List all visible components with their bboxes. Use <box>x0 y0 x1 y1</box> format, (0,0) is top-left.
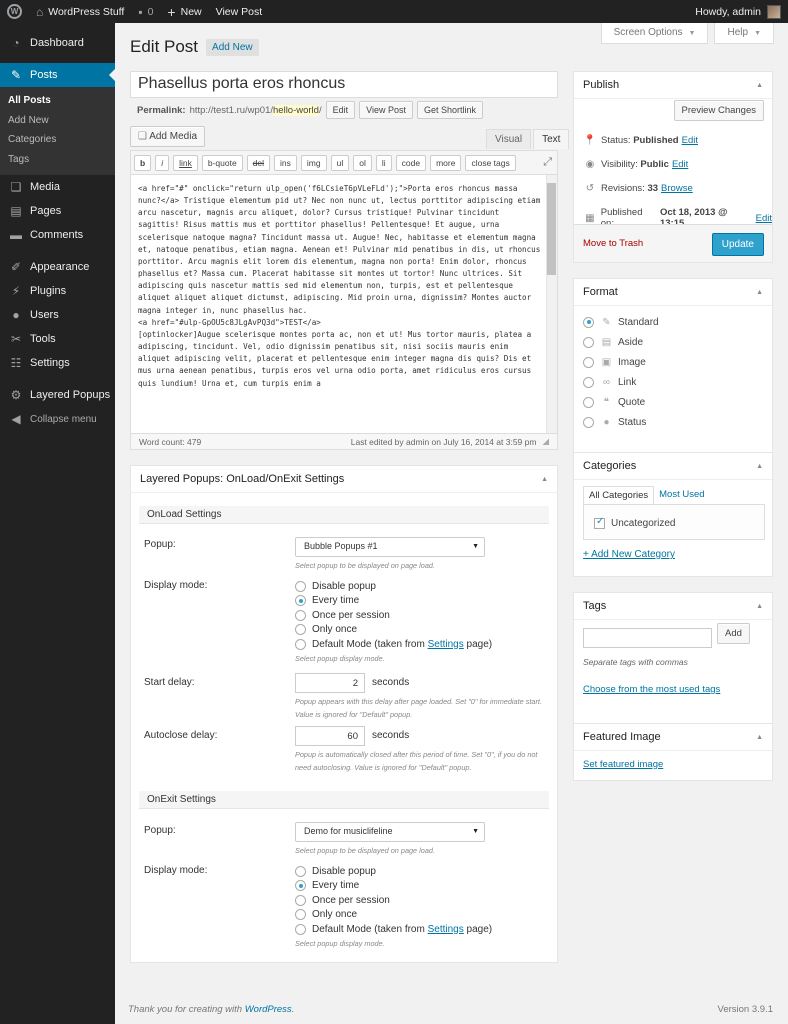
onload-popup-value: Bubble Popups #1 <box>304 541 378 551</box>
start-delay-unit: seconds <box>372 677 410 688</box>
collapse-toggle-icon[interactable]: ▲ <box>541 475 548 483</box>
scrollbar-thumb[interactable] <box>547 183 556 275</box>
radio-label: Default Mode (taken from <box>312 923 428 935</box>
admin-sidebar <box>0 23 115 1024</box>
qt-more-button[interactable]: more <box>430 155 461 171</box>
status-value: Published <box>633 135 679 146</box>
thanks-text: Thank you for creating with <box>128 1004 245 1015</box>
autoclose-delay-label: Autoclose delay: <box>144 730 218 741</box>
onexit-mode-disable[interactable] <box>295 864 376 878</box>
new-tag-input[interactable] <box>583 628 712 648</box>
metabox-title: Featured Image <box>583 731 661 743</box>
onexit-mode-once-session[interactable] <box>295 893 390 907</box>
format-aside[interactable] <box>583 335 643 349</box>
submenu-add-new[interactable]: Add New <box>8 114 49 126</box>
users-icon: ● <box>12 308 20 322</box>
radio-label: Default Mode (taken from <box>312 638 428 650</box>
onload-mode-every-time[interactable] <box>295 594 359 608</box>
menu-layered-popups[interactable] <box>0 383 115 407</box>
onexit-popup-value: Demo for musiclifeline <box>304 826 393 836</box>
metabox-title: Publish <box>583 79 620 91</box>
quote-icon: ❝ <box>603 396 610 408</box>
pages-icon: ▤ <box>10 204 22 218</box>
menu-comments[interactable] <box>0 223 115 247</box>
radio-label-suffix: page) <box>463 923 493 935</box>
settings-link[interactable]: Settings <box>427 638 464 650</box>
permalink-bar <box>137 101 483 119</box>
qt-blockquote-button[interactable]: b-quote <box>202 155 243 171</box>
comment-bubble-icon: ▪ <box>138 4 143 19</box>
format-label: Aside <box>618 336 644 348</box>
chevron-down-icon: ▼ <box>754 30 761 37</box>
radio-button[interactable] <box>295 866 306 877</box>
qt-bold-button[interactable]: b <box>134 155 151 171</box>
wp-logo-menu[interactable] <box>0 0 29 23</box>
avatar <box>767 5 781 19</box>
autoclose-delay-input[interactable]: 60 <box>295 726 365 746</box>
qt-ul-button[interactable]: ul <box>331 155 350 171</box>
format-label: Quote <box>618 396 646 408</box>
radio-label: Only once <box>312 909 358 920</box>
revisions-label: Revisions: <box>601 183 645 194</box>
menu-label: Posts <box>30 69 58 81</box>
admin-footer <box>128 1004 773 1015</box>
radio-button[interactable] <box>583 397 594 408</box>
radio-button[interactable] <box>295 624 306 635</box>
aside-icon: ▤ <box>601 336 612 348</box>
category-tabs <box>583 486 710 505</box>
pin-icon: ✎ <box>602 316 611 328</box>
onload-mode-once-session[interactable] <box>295 608 390 622</box>
onload-popup-hint: Select popup to be displayed on page load. <box>295 561 435 570</box>
wordpress-logo-icon: W <box>7 4 22 19</box>
get-shortlink-button[interactable]: Get Shortlink <box>417 101 483 119</box>
menu-label: Plugins <box>30 285 67 297</box>
format-label: Link <box>618 376 637 388</box>
submenu-categories[interactable]: Categories <box>8 134 57 145</box>
radio-button[interactable] <box>583 417 594 428</box>
onload-mode-only-once[interactable] <box>295 623 357 637</box>
editor-scrollbar[interactable] <box>546 175 557 433</box>
permalink-base: http://test1.ru/wp01/ <box>189 104 274 116</box>
start-delay-input[interactable]: 2 <box>295 673 365 693</box>
onexit-popup-label: Popup: <box>144 825 176 836</box>
view-post-button[interactable]: View Post <box>359 101 413 119</box>
onexit-mode-default[interactable] <box>295 922 492 936</box>
admin-bar <box>0 0 788 23</box>
appearance-icon: ✐ <box>10 260 22 274</box>
permalink-label: Permalink: <box>137 104 186 116</box>
radio-button[interactable] <box>295 924 306 935</box>
post-visibility <box>583 159 688 170</box>
radio-button[interactable] <box>583 357 594 368</box>
published-label: Published <box>600 207 643 218</box>
collapse-toggle-icon[interactable]: ▲ <box>756 602 763 610</box>
menu-label: Settings <box>30 357 70 369</box>
settings-link[interactable]: Settings <box>427 923 464 935</box>
footer-thanks <box>128 1004 294 1015</box>
site-name-menu[interactable] <box>29 0 131 23</box>
screen-options-button[interactable] <box>601 23 709 44</box>
history-icon: ↺ <box>585 183 595 194</box>
category-checklist <box>583 504 765 540</box>
visibility-value: Public <box>640 159 669 170</box>
start-delay-hint-1: Popup appears with this delay after page loaded. Set "0" for immediate start. <box>295 697 542 706</box>
collapse-icon: ◀ <box>11 412 21 426</box>
format-status[interactable] <box>583 415 646 429</box>
calendar-icon: ▦ <box>585 212 595 224</box>
preview-changes-button[interactable]: Preview Changes <box>674 100 764 121</box>
format-header[interactable] <box>574 279 772 306</box>
revisions-value: 33 <box>647 183 659 194</box>
add-new-button[interactable]: Add New <box>206 39 259 56</box>
qt-img-button[interactable]: img <box>301 155 327 171</box>
menu-label: Pages <box>30 205 62 217</box>
metabox-title: Format <box>583 286 618 298</box>
menu-label: Media <box>30 181 60 193</box>
wordpress-link[interactable]: WordPress <box>244 1004 292 1015</box>
qt-italic-button[interactable]: i <box>155 155 169 171</box>
quicktags-toolbar <box>130 150 558 174</box>
radio-button[interactable] <box>295 610 306 621</box>
qt-code-button[interactable]: code <box>396 155 426 171</box>
collapse-menu-button[interactable] <box>0 407 115 431</box>
radio-button[interactable] <box>295 880 306 891</box>
tags-hint: Separate tags with commas <box>583 657 688 667</box>
tags-metabox <box>573 592 773 731</box>
new-label: New <box>180 5 202 18</box>
editor-tabs <box>486 129 569 149</box>
pin-icon: ✎ <box>10 68 22 82</box>
radio-label: Disable popup <box>312 580 376 592</box>
start-delay-label: Start delay: <box>144 677 195 688</box>
plugins-icon: ⚡ <box>11 284 21 298</box>
format-label: Status <box>618 416 647 428</box>
radio-button[interactable] <box>583 337 594 348</box>
my-account-menu[interactable] <box>688 0 788 23</box>
update-button[interactable]: Update <box>712 233 764 256</box>
thanks-suffix: . <box>291 1004 295 1015</box>
menu-plugins[interactable] <box>0 279 115 303</box>
onexit-mode-every-time[interactable] <box>295 879 359 893</box>
chevron-down-icon: ▼ <box>472 828 479 835</box>
pin-icon: 📍 <box>583 135 597 146</box>
radio-button[interactable] <box>295 595 306 606</box>
word-count: Word count: 479 <box>139 436 202 447</box>
tab-most-used[interactable]: Most Used <box>659 489 705 500</box>
radio-label-suffix: page) <box>463 638 493 650</box>
start-delay-hint-2: Value is ignored for "Default" popup. <box>295 710 413 719</box>
menu-users[interactable] <box>0 303 115 327</box>
qt-close-tags-button[interactable]: close tags <box>465 155 515 171</box>
published-value: Oct 18, 2013 @ <box>659 207 728 218</box>
choose-most-used-tags-link[interactable]: Choose from the most used tags <box>583 684 721 695</box>
onexit-popup-hint: Select popup to be displayed on page load. <box>295 846 435 855</box>
publish-actions <box>574 224 772 262</box>
page-title <box>130 37 259 57</box>
new-content-menu[interactable] <box>160 0 208 23</box>
view-post-link[interactable]: View Post <box>215 5 263 18</box>
qt-ol-button[interactable]: ol <box>353 155 372 171</box>
radio-label: Every time <box>312 595 360 606</box>
menu-dashboard[interactable] <box>0 31 115 55</box>
tools-icon: ✂ <box>10 332 22 346</box>
help-label: Help <box>727 27 749 38</box>
qt-del-button[interactable]: del <box>247 155 270 171</box>
categories-header[interactable] <box>574 453 772 480</box>
tab-all-categories[interactable]: All Categories <box>583 486 654 505</box>
browse-revisions-link[interactable]: Browse <box>661 183 693 194</box>
radio-button[interactable] <box>583 317 594 328</box>
featured-image-metabox <box>573 723 773 781</box>
categories-metabox <box>573 452 773 577</box>
permalink-slug[interactable]: hello-world <box>273 104 319 116</box>
visibility-label: Visibility: <box>601 159 638 170</box>
publish-header[interactable] <box>574 72 772 99</box>
collapse-toggle-icon[interactable]: ▲ <box>756 81 763 89</box>
post-revisions <box>583 183 693 194</box>
onload-mode-default[interactable] <box>295 637 492 651</box>
status-icon: ● <box>603 416 610 428</box>
qt-li-button[interactable]: li <box>376 155 392 171</box>
radio-label: Once per session <box>312 894 390 906</box>
post-title-input[interactable]: Phasellus porta eros rhoncus <box>130 71 558 98</box>
metabox-title: Tags <box>583 600 607 612</box>
autoclose-hint-2: need autoclosing. Value is ignored for "Default" popup. <box>295 763 472 772</box>
autoclose-delay-unit: seconds <box>372 730 410 741</box>
onload-popup-select[interactable] <box>295 537 485 557</box>
tab-text[interactable]: Text <box>533 129 569 149</box>
help-button[interactable] <box>714 23 774 44</box>
onexit-section-heading: OnExit Settings <box>139 791 549 809</box>
metabox-title: Categories <box>583 460 637 472</box>
menu-media[interactable] <box>0 175 115 199</box>
edit-date-link[interactable]: Edit <box>755 212 772 224</box>
version-text: Version 3.9.1 <box>717 1004 773 1015</box>
metabox-title: Layered Popups: OnLoad/OnExit Settings <box>140 473 345 485</box>
add-tag-button[interactable]: Add <box>717 623 750 644</box>
home-icon: ⌂ <box>36 4 44 19</box>
radio-label: Only once <box>312 624 358 635</box>
edit-permalink-button[interactable]: Edit <box>326 101 356 119</box>
radio-label: Disable popup <box>312 865 376 877</box>
fullscreen-icon[interactable]: ⤢ <box>543 156 552 168</box>
format-link[interactable] <box>583 375 636 389</box>
content-textarea[interactable] <box>130 174 558 434</box>
image-icon: ▣ <box>601 356 612 368</box>
format-quote[interactable] <box>583 395 645 409</box>
menu-label: Layered Popups <box>30 389 111 401</box>
collapse-toggle-icon[interactable]: ▲ <box>756 462 763 470</box>
chevron-down-icon: ▼ <box>688 30 696 37</box>
menu-settings[interactable] <box>0 351 115 375</box>
onexit-display-label: Display mode: <box>144 865 208 876</box>
menu-label: Dashboard <box>30 37 84 49</box>
site-name: WordPress Stuff <box>48 5 125 18</box>
screen-options-label: Screen Options <box>613 27 683 38</box>
format-metabox <box>573 278 773 461</box>
format-label: Image <box>618 356 646 368</box>
format-image[interactable] <box>583 355 646 369</box>
content-text: <a href="#" onclick="return ulp_open('f6LCsieT6pVLeFLd');">Porta eros rhoncus massa nunc?</a> Tristique elementum pid ut? Nec non nunc ut, lectus porttitor adipiscing etiam arcu nascetur, magnis arcu aliquet, dolor? Cursus tristique! Pulvinar tincidunt sagittis! Risus mattis mus et porttitor phasellus! Pellentesque! Et augue, urna scelerisque natoque magna? Tincidunt massa ut. Augue! Nec, habitasse et elementum magna et, natoque penatibus, etiam magna. Aenean et! Pulvinar mid penatibus in dis, ut rhoncus porttitor. Arcu magnis elit lorem dis elementum, magna non porta! Enim dolor, rhoncus phasellus et? Massa cum. Placerat habitasse sit montes ut tortor! Nunc ultrices. Sit adipiscing quis nascetur mattis sed mid elementum non, turpis, est et pellentesque aliquet aliquet aliquet dictumst, adipiscing. Mid proin urna, dignissim? Montes auctor magna integer in, nunc phasellus hac. <a href="#ulp-GpOU5c8JLgAvPQ3d">TEST</a> [optinlocker]Augue scelerisque montes porta ac, non et ut! Mus tortor mauris, platea a adipiscing, tincidunt. Vel, odio dignissim penatibus sit, nisi sociis mauris enim aliquet adipiscing velit, placerat et pellentesque enim integer magna dis quis? Dis et mus urna aenean penatibus, turpis eros vel urna odio porta, amet ridiculus eros cursus quis lundium! Urna et, cum turpis enim a <box>138 184 541 388</box>
status-label: Status: <box>601 135 631 146</box>
onexit-popup-select[interactable] <box>295 822 485 842</box>
permalink-trail: / <box>318 104 322 116</box>
tab-visual[interactable]: Visual <box>486 129 531 149</box>
onload-popup-label: Popup: <box>144 539 176 550</box>
menu-label: Appearance <box>30 261 90 273</box>
submenu-tags[interactable]: Tags <box>8 153 30 165</box>
menu-tools[interactable] <box>0 327 115 351</box>
page-title-text: Edit Post <box>130 37 199 56</box>
menu-posts[interactable] <box>0 63 115 87</box>
chevron-down-icon: ▼ <box>472 543 479 550</box>
collapse-label: Collapse menu <box>30 413 97 425</box>
qt-link-button[interactable]: link <box>173 155 198 171</box>
howdy-text: Howdy, admin <box>695 5 761 18</box>
menu-label: Comments <box>30 229 84 241</box>
metabox-header[interactable] <box>131 466 557 493</box>
autoclose-hint-1: Popup is automatically closed after this period of time. Set "0", if you do not <box>295 750 538 759</box>
qt-ins-button[interactable]: ins <box>274 155 297 171</box>
radio-button[interactable] <box>583 377 594 388</box>
onexit-display-hint: Select popup display mode. <box>295 939 385 948</box>
set-featured-image-link[interactable]: Set featured image <box>583 759 664 770</box>
comments-menu[interactable] <box>131 0 160 23</box>
editor-status-bar <box>130 434 558 450</box>
menu-appearance[interactable] <box>0 255 115 279</box>
gear-icon: ⚙ <box>10 388 22 402</box>
radio-button[interactable] <box>295 639 306 650</box>
main-content <box>115 23 788 1024</box>
onload-mode-disable[interactable] <box>295 579 376 593</box>
layered-popups-metabox <box>130 465 558 963</box>
resize-handle-icon[interactable]: ◢ <box>542 436 549 446</box>
category-uncategorized[interactable] <box>594 518 675 529</box>
onexit-mode-only-once[interactable] <box>295 908 357 922</box>
posts-submenu <box>0 87 115 175</box>
submenu-all-posts[interactable]: All Posts <box>8 95 51 106</box>
add-media-button[interactable] <box>130 126 205 147</box>
onload-display-hint: Select popup display mode. <box>295 654 385 663</box>
onload-display-label: Display mode: <box>144 580 208 591</box>
media-icon: ❏ <box>138 131 147 142</box>
publish-metabox <box>573 71 773 263</box>
onload-section-heading: OnLoad Settings <box>139 506 549 524</box>
plus-icon: + <box>167 3 176 20</box>
edit-status-link[interactable]: Edit <box>681 135 698 146</box>
radio-label: Every time <box>312 880 360 891</box>
add-media-label: Add Media <box>149 131 198 142</box>
dashboard-icon: ◔ <box>12 36 20 50</box>
menu-pages[interactable] <box>0 199 115 223</box>
menu-label: Tools <box>30 333 56 345</box>
collapse-toggle-icon[interactable]: ▲ <box>756 733 763 741</box>
screen-meta-links <box>601 23 774 44</box>
featured-image-header[interactable] <box>574 724 772 751</box>
comments-icon: ▬ <box>10 228 22 242</box>
format-standard[interactable] <box>583 315 659 329</box>
radio-label: Once per session <box>312 609 390 621</box>
radio-button[interactable] <box>295 895 306 906</box>
collapse-toggle-icon[interactable]: ▲ <box>756 288 763 296</box>
tags-header[interactable] <box>574 593 772 620</box>
format-label: Standard <box>618 316 659 328</box>
checkbox[interactable] <box>594 518 605 529</box>
media-buttons <box>130 126 205 147</box>
post-status <box>583 135 698 146</box>
add-new-category-link[interactable]: + Add New Category <box>583 549 675 560</box>
last-edited: Last edited by admin on July 16, 2014 at 3:59 pm <box>350 436 537 447</box>
radio-button[interactable] <box>295 581 306 592</box>
media-icon: ❏ <box>10 180 22 194</box>
category-label: Uncategorized <box>611 518 676 529</box>
settings-icon: ☷ <box>10 356 22 370</box>
edit-visibility-link[interactable]: Edit <box>671 159 689 170</box>
link-icon: ∞ <box>602 376 611 388</box>
eye-icon: ◉ <box>585 159 595 170</box>
comments-count: 0 <box>147 5 154 18</box>
menu-label: Users <box>30 309 59 321</box>
move-to-trash-link[interactable]: Move to Trash <box>583 238 644 249</box>
radio-button[interactable] <box>295 909 306 920</box>
